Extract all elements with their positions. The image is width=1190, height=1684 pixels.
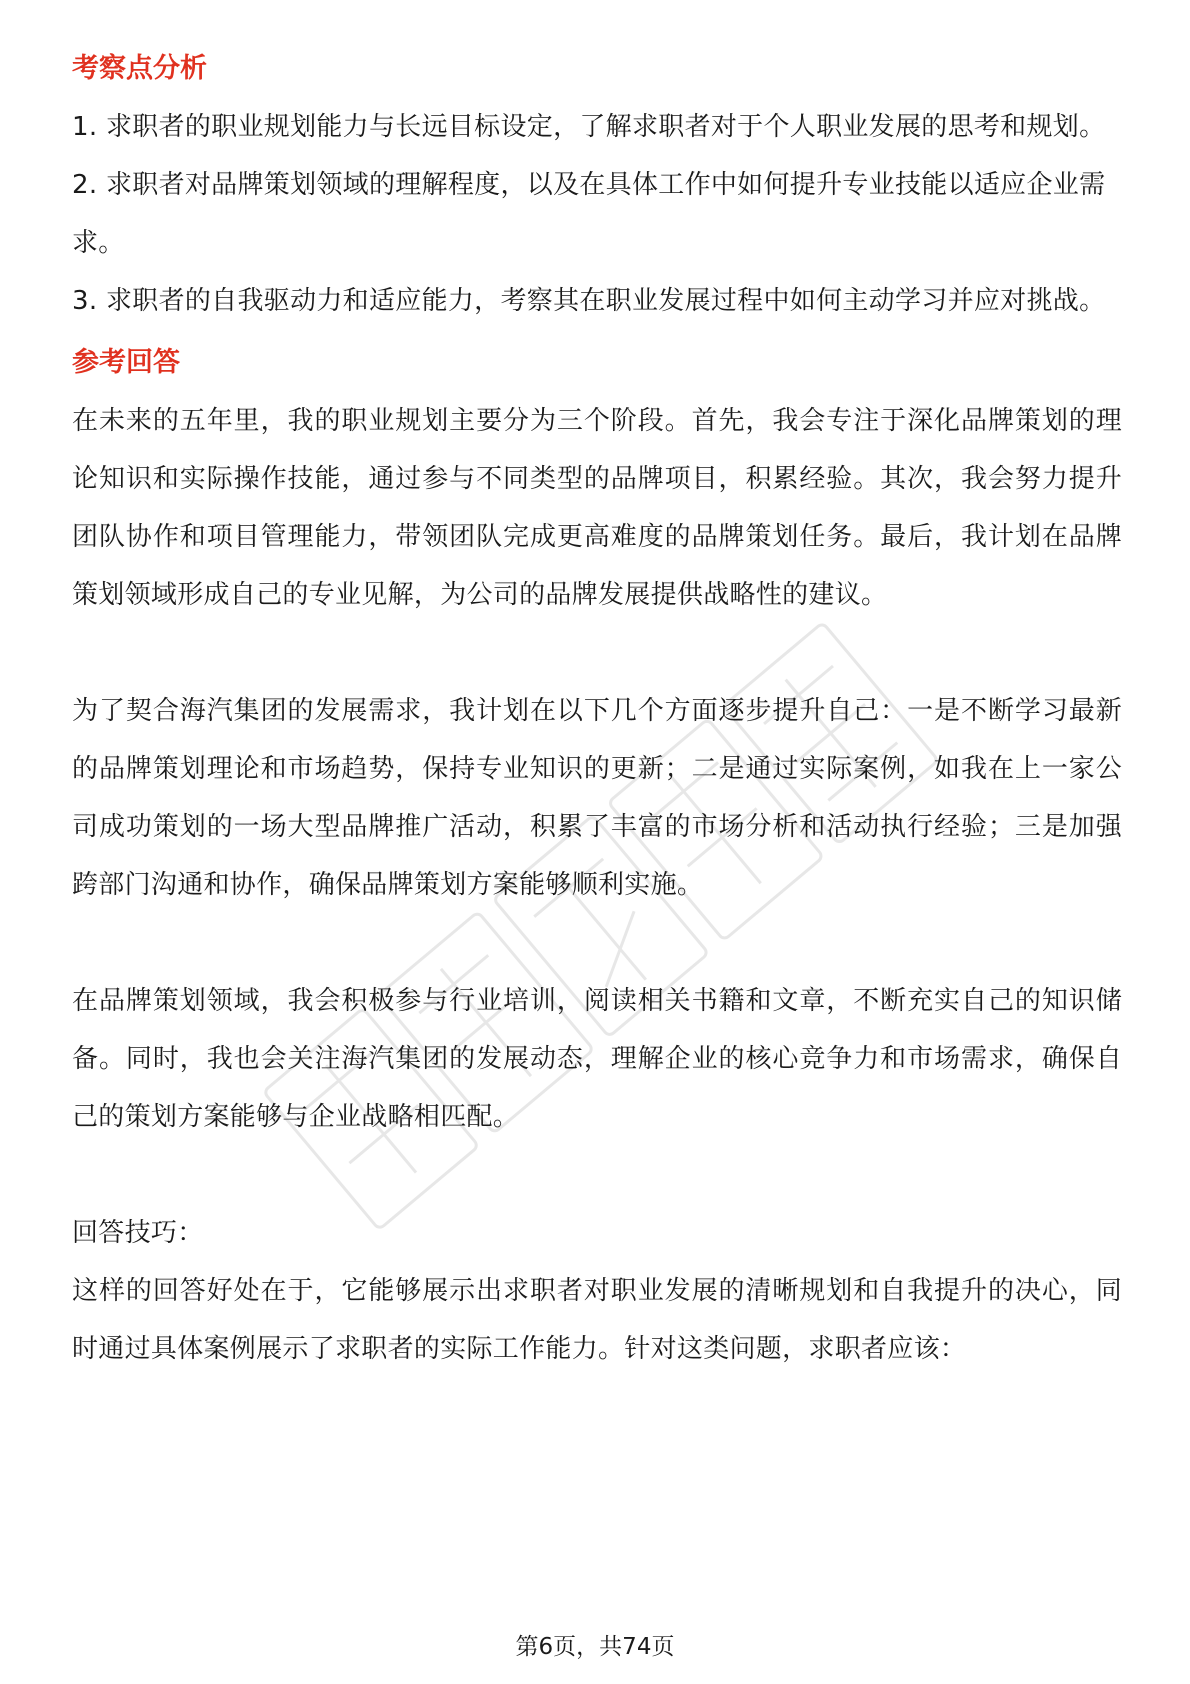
analysis-item-2: 2. 求职者对品牌策划领域的理解程度，以及在具体工作中如何提升专业技能以适应企业需求。	[72, 170, 1106, 258]
reference-paragraph-3: 在品牌策划领域，我会积极参与行业培训，阅读相关书籍和文章，不断充实自己的知识储备。同时，我也会关注海汽集团的发展动态，理解企业的核心竞争力和市场需求，确保自己的策划方案能够与企业战略相匹配。	[72, 986, 1122, 1132]
tips-text: 这样的回答好处在于，它能够展示出求职者对职业发展的清晰规划和自我提升的决心，同时通过具体案例展示了求职者的实际工作能力。针对这类问题，求职者应该：	[72, 1276, 1122, 1364]
document-page	[72, 40, 1122, 1378]
page-number: 第6页，共74页	[515, 1634, 675, 1660]
analysis-item-1: 1. 求职者的职业规划能力与长远目标设定，了解求职者对于个人职业发展的思考和规划。	[72, 112, 1106, 142]
tips-label: 回答技巧：	[72, 1218, 204, 1248]
analysis-heading: 考察点分析	[72, 53, 207, 84]
analysis-item-3: 3. 求职者的自我驱动力和适应能力，考察其在职业发展过程中如何主动学习并应对挑战。	[72, 286, 1106, 316]
reference-heading: 参考回答	[72, 347, 180, 378]
reference-paragraph-2: 为了契合海汽集团的发展需求，我计划在以下几个方面逐步提升自己：一是不断学习最新的品牌策划理论和市场趋势，保持专业知识的更新；二是通过实际案例，如我在上一家公司成功策划的一场大型品牌推广活动，积累了丰富的市场分析和活动执行经验；三是加强跨部门沟通和协作，确保品牌策划方案能够顺利实施。	[72, 696, 1122, 900]
reference-paragraph-1: 在未来的五年里，我的职业规划主要分为三个阶段。首先，我会专注于深化品牌策划的理论知识和实际操作技能，通过参与不同类型的品牌项目，积累经验。其次，我会努力提升团队协作和项目管理能力，带领团队完成更高难度的品牌策划任务。最后，我计划在品牌策划领域形成自己的专业见解，为公司的品牌发展提供战略性的建议。	[72, 406, 1122, 610]
